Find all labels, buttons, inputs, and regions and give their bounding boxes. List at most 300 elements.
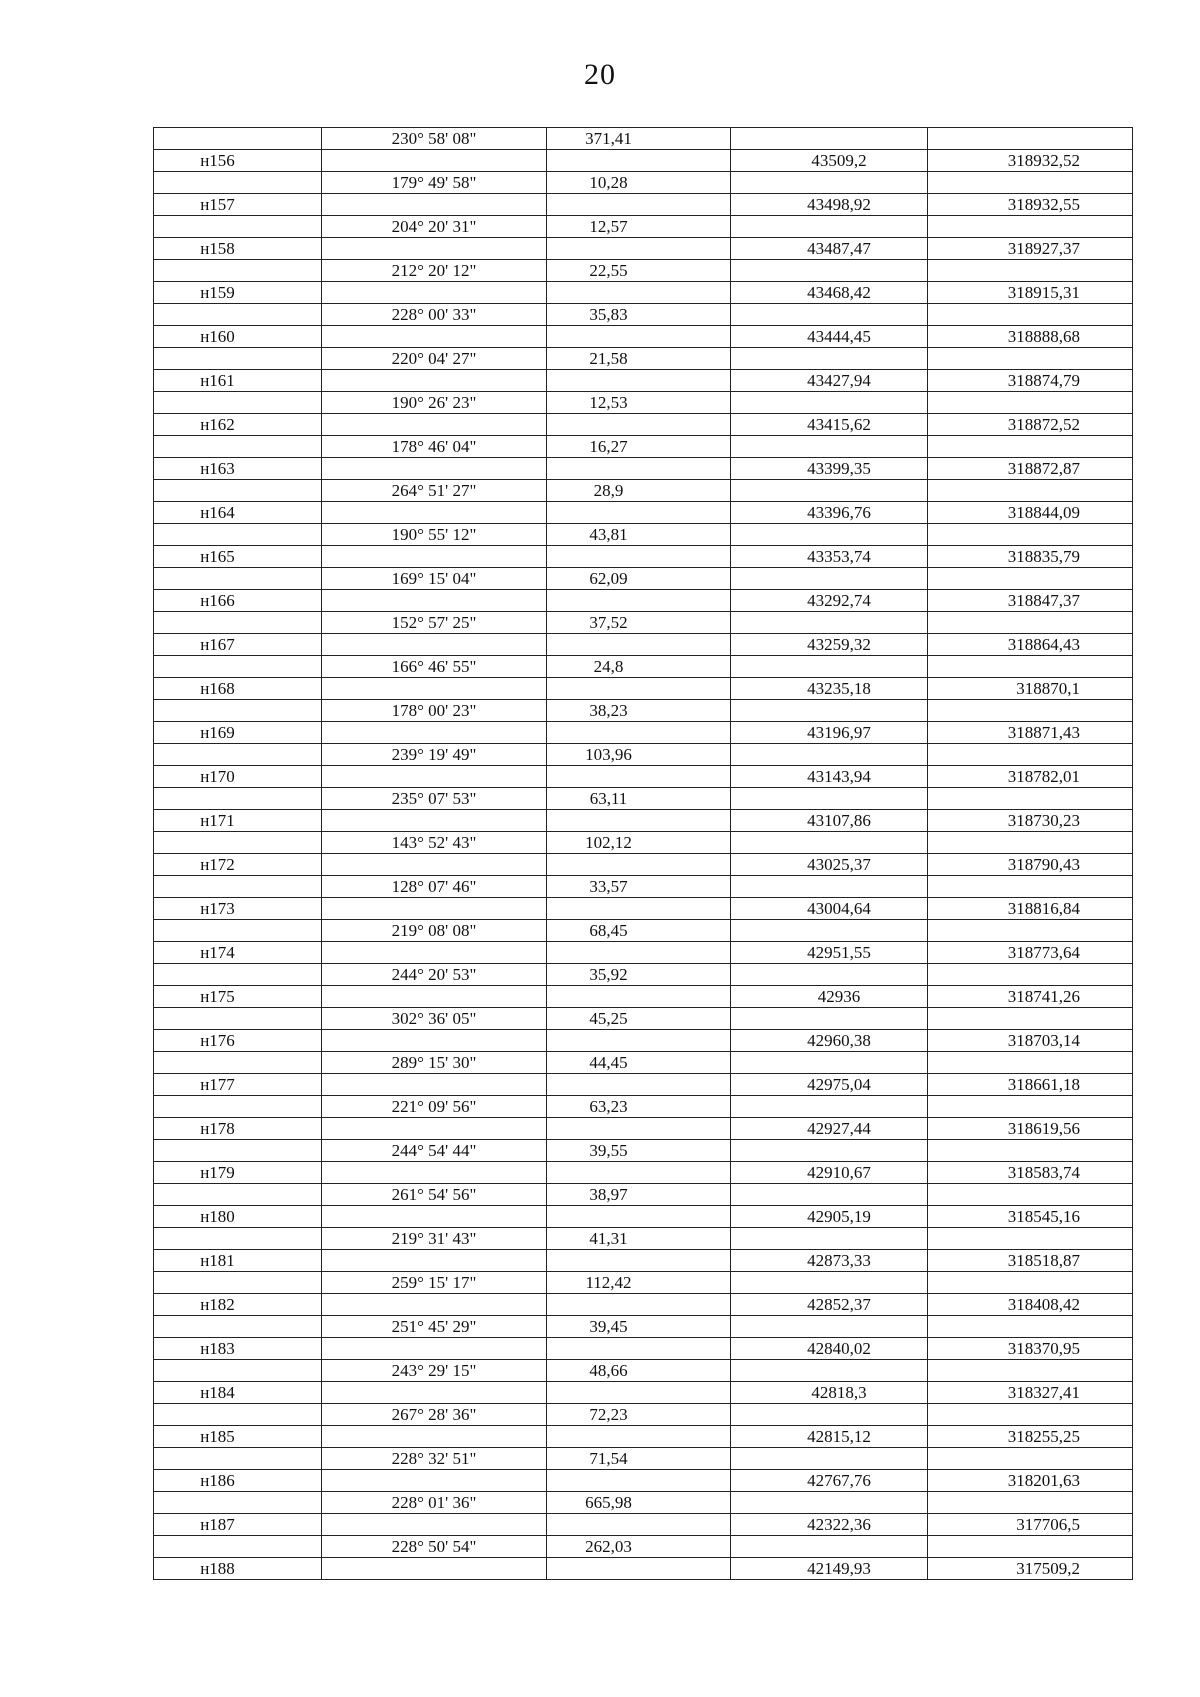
x-coordinate-cell: 43444,45 bbox=[731, 326, 928, 348]
x-coordinate-cell: 43004,64 bbox=[731, 898, 928, 920]
y-coordinate-cell bbox=[928, 1184, 1133, 1206]
y-coordinate-cell bbox=[928, 1096, 1133, 1118]
x-coordinate-cell: 42960,38 bbox=[731, 1030, 928, 1052]
segment-row bbox=[154, 1228, 1133, 1250]
segment-row bbox=[154, 1008, 1133, 1030]
angle-cell bbox=[322, 898, 547, 920]
x-coordinate-cell bbox=[731, 876, 928, 898]
y-coordinate-cell bbox=[928, 1360, 1133, 1382]
x-coordinate-cell bbox=[731, 392, 928, 414]
point-row bbox=[154, 1074, 1133, 1096]
distance-cell bbox=[547, 1250, 731, 1272]
point-row bbox=[154, 634, 1133, 656]
point-name-cell bbox=[154, 876, 322, 898]
y-coordinate-cell bbox=[928, 1404, 1133, 1426]
distance-cell bbox=[547, 1162, 731, 1184]
segment-row bbox=[154, 216, 1133, 238]
point-name-cell bbox=[154, 128, 322, 150]
angle-cell: 239° 19' 49" bbox=[322, 744, 547, 766]
y-coordinate-cell: 317509,2 bbox=[928, 1558, 1133, 1580]
point-name-cell bbox=[154, 964, 322, 986]
y-coordinate-cell bbox=[928, 172, 1133, 194]
angle-cell bbox=[322, 810, 547, 832]
point-name-cell bbox=[154, 480, 322, 502]
x-coordinate-cell bbox=[731, 568, 928, 590]
point-row bbox=[154, 370, 1133, 392]
point-name-cell: н163 bbox=[154, 458, 322, 480]
distance-cell bbox=[547, 1118, 731, 1140]
point-name-cell: н164 bbox=[154, 502, 322, 524]
y-coordinate-cell bbox=[928, 1140, 1133, 1162]
y-coordinate-cell: 318864,43 bbox=[928, 634, 1133, 656]
point-name-cell: н175 bbox=[154, 986, 322, 1008]
point-name-cell bbox=[154, 1008, 322, 1030]
y-coordinate-cell bbox=[928, 1492, 1133, 1514]
angle-cell: 221° 09' 56" bbox=[322, 1096, 547, 1118]
point-name-cell: н167 bbox=[154, 634, 322, 656]
point-name-cell: н168 bbox=[154, 678, 322, 700]
y-coordinate-cell: 318583,74 bbox=[928, 1162, 1133, 1184]
point-name-cell: н180 bbox=[154, 1206, 322, 1228]
distance-cell bbox=[547, 370, 731, 392]
point-name-cell bbox=[154, 612, 322, 634]
point-row bbox=[154, 1206, 1133, 1228]
distance-cell: 12,53 bbox=[547, 392, 731, 414]
distance-cell bbox=[547, 1206, 731, 1228]
y-coordinate-cell bbox=[928, 700, 1133, 722]
angle-cell: 251° 45' 29" bbox=[322, 1316, 547, 1338]
distance-cell: 38,23 bbox=[547, 700, 731, 722]
point-row bbox=[154, 986, 1133, 1008]
angle-cell bbox=[322, 678, 547, 700]
y-coordinate-cell: 318619,56 bbox=[928, 1118, 1133, 1140]
segment-row bbox=[154, 1140, 1133, 1162]
point-name-cell bbox=[154, 1492, 322, 1514]
segment-row bbox=[154, 524, 1133, 546]
angle-cell bbox=[322, 722, 547, 744]
point-name-cell bbox=[154, 304, 322, 326]
distance-cell bbox=[547, 282, 731, 304]
point-name-cell bbox=[154, 568, 322, 590]
distance-cell: 68,45 bbox=[547, 920, 731, 942]
distance-cell bbox=[547, 898, 731, 920]
y-coordinate-cell bbox=[928, 1008, 1133, 1030]
distance-cell: 43,81 bbox=[547, 524, 731, 546]
y-coordinate-cell bbox=[928, 436, 1133, 458]
angle-cell: 220° 04' 27" bbox=[322, 348, 547, 370]
segment-row bbox=[154, 788, 1133, 810]
y-coordinate-cell bbox=[928, 216, 1133, 238]
x-coordinate-cell bbox=[731, 1096, 928, 1118]
x-coordinate-cell bbox=[731, 304, 928, 326]
distance-cell: 103,96 bbox=[547, 744, 731, 766]
segment-row bbox=[154, 964, 1133, 986]
angle-cell: 228° 32' 51" bbox=[322, 1448, 547, 1470]
point-row bbox=[154, 1514, 1133, 1536]
angle-cell: 169° 15' 04" bbox=[322, 568, 547, 590]
table-body bbox=[154, 128, 1133, 1580]
segment-row bbox=[154, 392, 1133, 414]
angle-cell: 261° 54' 56" bbox=[322, 1184, 547, 1206]
x-coordinate-cell bbox=[731, 260, 928, 282]
distance-cell bbox=[547, 1074, 731, 1096]
angle-cell: 267° 28' 36" bbox=[322, 1404, 547, 1426]
distance-cell: 44,45 bbox=[547, 1052, 731, 1074]
x-coordinate-cell bbox=[731, 920, 928, 942]
segment-row bbox=[154, 128, 1133, 150]
segment-row bbox=[154, 1184, 1133, 1206]
y-coordinate-cell: 318915,31 bbox=[928, 282, 1133, 304]
y-coordinate-cell: 318872,52 bbox=[928, 414, 1133, 436]
distance-cell bbox=[547, 1338, 731, 1360]
y-coordinate-cell: 318870,1 bbox=[928, 678, 1133, 700]
y-coordinate-cell: 318408,42 bbox=[928, 1294, 1133, 1316]
point-name-cell: н182 bbox=[154, 1294, 322, 1316]
point-row bbox=[154, 458, 1133, 480]
angle-cell bbox=[322, 1206, 547, 1228]
y-coordinate-cell bbox=[928, 128, 1133, 150]
x-coordinate-cell: 43292,74 bbox=[731, 590, 928, 612]
y-coordinate-cell: 318773,64 bbox=[928, 942, 1133, 964]
point-name-cell bbox=[154, 436, 322, 458]
angle-cell bbox=[322, 326, 547, 348]
point-name-cell: н157 bbox=[154, 194, 322, 216]
point-name-cell: н179 bbox=[154, 1162, 322, 1184]
angle-cell: 219° 08' 08" bbox=[322, 920, 547, 942]
point-name-cell bbox=[154, 392, 322, 414]
angle-cell bbox=[322, 590, 547, 612]
angle-cell bbox=[322, 854, 547, 876]
point-name-cell bbox=[154, 656, 322, 678]
point-name-cell bbox=[154, 172, 322, 194]
distance-cell bbox=[547, 942, 731, 964]
segment-row bbox=[154, 1492, 1133, 1514]
y-coordinate-cell bbox=[928, 876, 1133, 898]
point-name-cell: н158 bbox=[154, 238, 322, 260]
distance-cell bbox=[547, 238, 731, 260]
distance-cell bbox=[547, 810, 731, 832]
angle-cell: 289° 15' 30" bbox=[322, 1052, 547, 1074]
point-row bbox=[154, 282, 1133, 304]
distance-cell bbox=[547, 502, 731, 524]
point-row bbox=[154, 502, 1133, 524]
y-coordinate-cell bbox=[928, 656, 1133, 678]
point-row bbox=[154, 1558, 1133, 1580]
point-name-cell bbox=[154, 1536, 322, 1558]
x-coordinate-cell bbox=[731, 700, 928, 722]
point-name-cell bbox=[154, 832, 322, 854]
distance-cell: 35,92 bbox=[547, 964, 731, 986]
angle-cell bbox=[322, 766, 547, 788]
page-number: 20 bbox=[584, 58, 616, 91]
segment-row bbox=[154, 744, 1133, 766]
angle-cell: 244° 20' 53" bbox=[322, 964, 547, 986]
coordinates-table bbox=[153, 127, 1133, 1580]
angle-cell bbox=[322, 238, 547, 260]
angle-cell: 212° 20' 12" bbox=[322, 260, 547, 282]
x-coordinate-cell: 42873,33 bbox=[731, 1250, 928, 1272]
y-coordinate-cell: 318661,18 bbox=[928, 1074, 1133, 1096]
point-name-cell: н184 bbox=[154, 1382, 322, 1404]
angle-cell bbox=[322, 1426, 547, 1448]
distance-cell: 48,66 bbox=[547, 1360, 731, 1382]
x-coordinate-cell bbox=[731, 832, 928, 854]
point-row bbox=[154, 194, 1133, 216]
angle-cell: 219° 31' 43" bbox=[322, 1228, 547, 1250]
y-coordinate-cell: 318888,68 bbox=[928, 326, 1133, 348]
point-name-cell: н171 bbox=[154, 810, 322, 832]
angle-cell bbox=[322, 282, 547, 304]
distance-cell bbox=[547, 634, 731, 656]
distance-cell bbox=[547, 766, 731, 788]
point-name-cell: н178 bbox=[154, 1118, 322, 1140]
distance-cell: 24,8 bbox=[547, 656, 731, 678]
x-coordinate-cell: 43235,18 bbox=[731, 678, 928, 700]
angle-cell: 264° 51' 27" bbox=[322, 480, 547, 502]
point-row bbox=[154, 1470, 1133, 1492]
y-coordinate-cell bbox=[928, 832, 1133, 854]
point-name-cell: н188 bbox=[154, 1558, 322, 1580]
x-coordinate-cell: 42951,55 bbox=[731, 942, 928, 964]
point-name-cell: н161 bbox=[154, 370, 322, 392]
distance-cell: 62,09 bbox=[547, 568, 731, 590]
y-coordinate-cell: 318932,52 bbox=[928, 150, 1133, 172]
angle-cell: 179° 49' 58" bbox=[322, 172, 547, 194]
point-name-cell bbox=[154, 1448, 322, 1470]
y-coordinate-cell bbox=[928, 524, 1133, 546]
angle-cell: 228° 01' 36" bbox=[322, 1492, 547, 1514]
distance-cell: 22,55 bbox=[547, 260, 731, 282]
point-name-cell: н172 bbox=[154, 854, 322, 876]
y-coordinate-cell bbox=[928, 1228, 1133, 1250]
y-coordinate-cell: 318782,01 bbox=[928, 766, 1133, 788]
angle-cell: 259° 15' 17" bbox=[322, 1272, 547, 1294]
point-row bbox=[154, 678, 1133, 700]
segment-row bbox=[154, 700, 1133, 722]
angle-cell bbox=[322, 1162, 547, 1184]
point-name-cell: н187 bbox=[154, 1514, 322, 1536]
y-coordinate-cell: 318816,84 bbox=[928, 898, 1133, 920]
point-row bbox=[154, 1338, 1133, 1360]
angle-cell bbox=[322, 414, 547, 436]
angle-cell bbox=[322, 1074, 547, 1096]
point-row bbox=[154, 150, 1133, 172]
x-coordinate-cell: 43509,2 bbox=[731, 150, 928, 172]
distance-cell bbox=[547, 1470, 731, 1492]
point-name-cell bbox=[154, 1272, 322, 1294]
x-coordinate-cell bbox=[731, 1360, 928, 1382]
angle-cell: 302° 36' 05" bbox=[322, 1008, 547, 1030]
segment-row bbox=[154, 1448, 1133, 1470]
angle-cell: 143° 52' 43" bbox=[322, 832, 547, 854]
angle-cell: 190° 55' 12" bbox=[322, 524, 547, 546]
y-coordinate-cell: 318518,87 bbox=[928, 1250, 1133, 1272]
point-name-cell: н169 bbox=[154, 722, 322, 744]
point-name-cell: н159 bbox=[154, 282, 322, 304]
distance-cell: 39,55 bbox=[547, 1140, 731, 1162]
y-coordinate-cell: 318255,25 bbox=[928, 1426, 1133, 1448]
y-coordinate-cell bbox=[928, 348, 1133, 370]
segment-row bbox=[154, 1316, 1133, 1338]
x-coordinate-cell: 43259,32 bbox=[731, 634, 928, 656]
x-coordinate-cell: 43196,97 bbox=[731, 722, 928, 744]
y-coordinate-cell: 318703,14 bbox=[928, 1030, 1133, 1052]
distance-cell bbox=[547, 414, 731, 436]
distance-cell: 38,97 bbox=[547, 1184, 731, 1206]
angle-cell: 228° 50' 54" bbox=[322, 1536, 547, 1558]
distance-cell: 12,57 bbox=[547, 216, 731, 238]
angle-cell bbox=[322, 1470, 547, 1492]
x-coordinate-cell bbox=[731, 436, 928, 458]
point-name-cell: н177 bbox=[154, 1074, 322, 1096]
x-coordinate-cell bbox=[731, 1272, 928, 1294]
point-name-cell bbox=[154, 1316, 322, 1338]
angle-cell: 230° 58' 08" bbox=[322, 128, 547, 150]
angle-cell bbox=[322, 150, 547, 172]
angle-cell: 178° 46' 04" bbox=[322, 436, 547, 458]
distance-cell bbox=[547, 194, 731, 216]
x-coordinate-cell: 42818,3 bbox=[731, 1382, 928, 1404]
segment-row bbox=[154, 348, 1133, 370]
angle-cell bbox=[322, 546, 547, 568]
segment-row bbox=[154, 436, 1133, 458]
point-name-cell bbox=[154, 1228, 322, 1250]
point-name-cell bbox=[154, 260, 322, 282]
point-name-cell: н176 bbox=[154, 1030, 322, 1052]
angle-cell bbox=[322, 1030, 547, 1052]
distance-cell: 28,9 bbox=[547, 480, 731, 502]
angle-cell bbox=[322, 1338, 547, 1360]
y-coordinate-cell bbox=[928, 480, 1133, 502]
point-name-cell bbox=[154, 744, 322, 766]
distance-cell: 63,23 bbox=[547, 1096, 731, 1118]
angle-cell: 128° 07' 46" bbox=[322, 876, 547, 898]
point-row bbox=[154, 590, 1133, 612]
segment-row bbox=[154, 832, 1133, 854]
x-coordinate-cell: 42927,44 bbox=[731, 1118, 928, 1140]
x-coordinate-cell bbox=[731, 1140, 928, 1162]
point-name-cell: н173 bbox=[154, 898, 322, 920]
segment-row bbox=[154, 1272, 1133, 1294]
point-name-cell: н181 bbox=[154, 1250, 322, 1272]
point-name-cell bbox=[154, 788, 322, 810]
point-row bbox=[154, 1382, 1133, 1404]
distance-cell bbox=[547, 1426, 731, 1448]
x-coordinate-cell bbox=[731, 744, 928, 766]
angle-cell bbox=[322, 194, 547, 216]
point-name-cell bbox=[154, 1360, 322, 1382]
point-name-cell bbox=[154, 524, 322, 546]
distance-cell: 71,54 bbox=[547, 1448, 731, 1470]
angle-cell bbox=[322, 1558, 547, 1580]
angle-cell bbox=[322, 1382, 547, 1404]
x-coordinate-cell bbox=[731, 1052, 928, 1074]
angle-cell: 190° 26' 23" bbox=[322, 392, 547, 414]
x-coordinate-cell bbox=[731, 480, 928, 502]
angle-cell: 228° 00' 33" bbox=[322, 304, 547, 326]
distance-cell bbox=[547, 150, 731, 172]
y-coordinate-cell: 318327,41 bbox=[928, 1382, 1133, 1404]
x-coordinate-cell bbox=[731, 348, 928, 370]
point-row bbox=[154, 1250, 1133, 1272]
distance-cell: 63,11 bbox=[547, 788, 731, 810]
distance-cell: 102,12 bbox=[547, 832, 731, 854]
distance-cell: 33,57 bbox=[547, 876, 731, 898]
x-coordinate-cell: 43396,76 bbox=[731, 502, 928, 524]
y-coordinate-cell: 318835,79 bbox=[928, 546, 1133, 568]
angle-cell bbox=[322, 1514, 547, 1536]
x-coordinate-cell: 42767,76 bbox=[731, 1470, 928, 1492]
segment-row bbox=[154, 1404, 1133, 1426]
angle-cell: 152° 57' 25" bbox=[322, 612, 547, 634]
y-coordinate-cell: 318844,09 bbox=[928, 502, 1133, 524]
point-row bbox=[154, 1426, 1133, 1448]
y-coordinate-cell: 318847,37 bbox=[928, 590, 1133, 612]
x-coordinate-cell: 42149,93 bbox=[731, 1558, 928, 1580]
point-name-cell: н174 bbox=[154, 942, 322, 964]
y-coordinate-cell bbox=[928, 920, 1133, 942]
distance-cell bbox=[547, 1514, 731, 1536]
point-row bbox=[154, 1030, 1133, 1052]
x-coordinate-cell bbox=[731, 1492, 928, 1514]
segment-row bbox=[154, 1360, 1133, 1382]
angle-cell bbox=[322, 942, 547, 964]
x-coordinate-cell: 43487,47 bbox=[731, 238, 928, 260]
x-coordinate-cell: 43498,92 bbox=[731, 194, 928, 216]
y-coordinate-cell: 318872,87 bbox=[928, 458, 1133, 480]
x-coordinate-cell bbox=[731, 1184, 928, 1206]
angle-cell: 243° 29' 15" bbox=[322, 1360, 547, 1382]
x-coordinate-cell bbox=[731, 1316, 928, 1338]
angle-cell bbox=[322, 458, 547, 480]
distance-cell bbox=[547, 986, 731, 1008]
x-coordinate-cell: 42322,36 bbox=[731, 1514, 928, 1536]
y-coordinate-cell bbox=[928, 260, 1133, 282]
x-coordinate-cell: 42852,37 bbox=[731, 1294, 928, 1316]
point-name-cell: н183 bbox=[154, 1338, 322, 1360]
point-name-cell: н160 bbox=[154, 326, 322, 348]
x-coordinate-cell: 42815,12 bbox=[731, 1426, 928, 1448]
x-coordinate-cell: 42975,04 bbox=[731, 1074, 928, 1096]
y-coordinate-cell: 318932,55 bbox=[928, 194, 1133, 216]
distance-cell: 112,42 bbox=[547, 1272, 731, 1294]
y-coordinate-cell bbox=[928, 612, 1133, 634]
segment-row bbox=[154, 1052, 1133, 1074]
y-coordinate-cell bbox=[928, 744, 1133, 766]
segment-row bbox=[154, 920, 1133, 942]
y-coordinate-cell: 318871,43 bbox=[928, 722, 1133, 744]
x-coordinate-cell bbox=[731, 1536, 928, 1558]
x-coordinate-cell bbox=[731, 1228, 928, 1250]
x-coordinate-cell bbox=[731, 1448, 928, 1470]
point-row bbox=[154, 326, 1133, 348]
x-coordinate-cell: 43399,35 bbox=[731, 458, 928, 480]
segment-row bbox=[154, 304, 1133, 326]
segment-row bbox=[154, 656, 1133, 678]
point-name-cell: н165 bbox=[154, 546, 322, 568]
angle-cell bbox=[322, 502, 547, 524]
distance-cell: 16,27 bbox=[547, 436, 731, 458]
point-row bbox=[154, 546, 1133, 568]
point-name-cell: н170 bbox=[154, 766, 322, 788]
point-name-cell bbox=[154, 1184, 322, 1206]
distance-cell: 72,23 bbox=[547, 1404, 731, 1426]
point-name-cell: н156 bbox=[154, 150, 322, 172]
angle-cell bbox=[322, 1250, 547, 1272]
distance-cell bbox=[547, 1558, 731, 1580]
y-coordinate-cell bbox=[928, 964, 1133, 986]
x-coordinate-cell: 43468,42 bbox=[731, 282, 928, 304]
